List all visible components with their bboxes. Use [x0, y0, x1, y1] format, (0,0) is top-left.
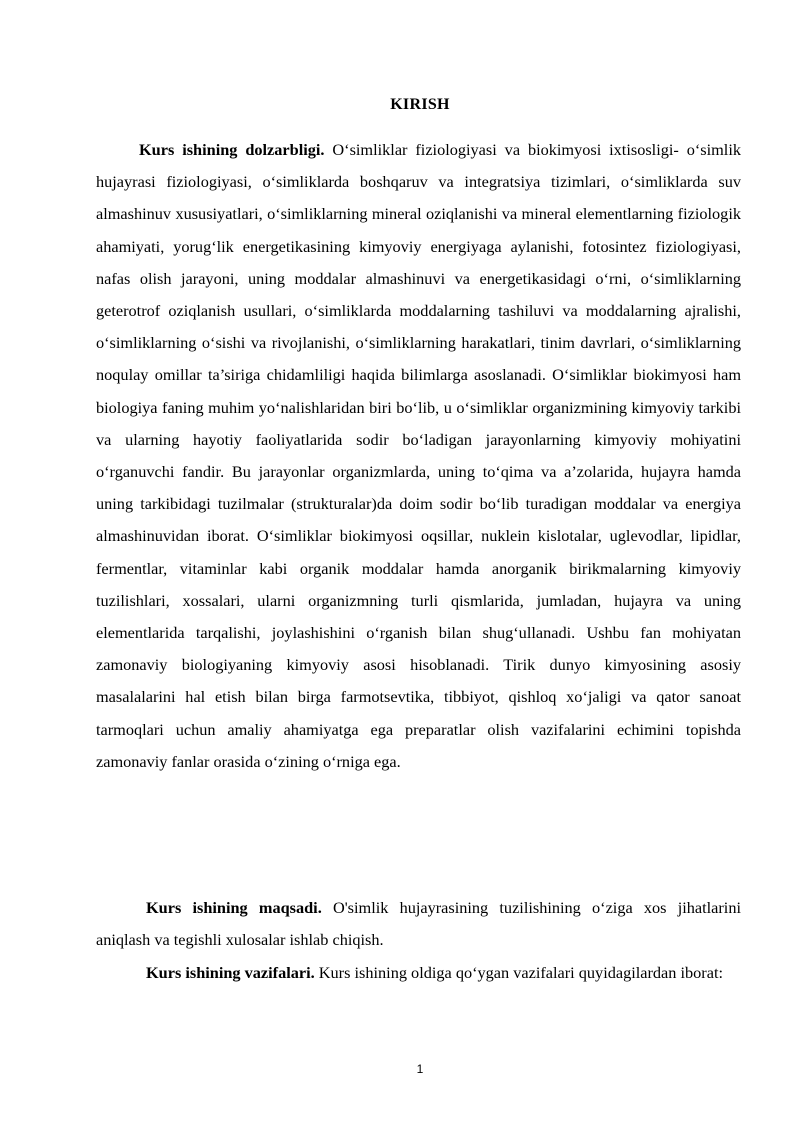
- paragraph-relevance: [96, 134, 741, 778]
- paragraph-lead: Kurs ishining maqsadi.: [146, 898, 322, 917]
- paragraph-lead: Kurs ishining dolzarbligi.: [139, 140, 325, 159]
- paragraph-text: O'simlik hujayrasining tuzilishining o‘ziga xos jihatlarini aniqlash va tegishli xulosalar ishlab chiqish.: [96, 898, 741, 950]
- paragraph-tasks: [96, 957, 741, 989]
- paragraph-lead: Kurs ishining vazifalari.: [146, 963, 315, 982]
- paragraph-text: O‘simliklar fiziologiyasi va biokimyosi ixtisosligi- o‘simlik hujayrasi fiziologiyasi, o‘simliklarda boshqaruv va integratsiya tizimlari, o‘simliklarda suv almashinuv xususiyatlari, o‘simliklarning mineral oziqlanishi va mineral elementlarning fiziologik ahamiyati, yorug‘lik energetikasining kimyoviy energiyaga aylanishi, fotosintez fiziologiyasi, nafas olish jarayoni, uning moddalar almashinuvi va energetikasidagi o‘rni, o‘simliklarning geterotrof oziqlanish usullari, o‘simliklarda moddalarning tashiluvi va moddalarning ajralishi, o‘simliklarning o‘sishi va rivojlanishi, o‘simliklarning harakatlari, tinim davrlari, o‘simliklarning noqulay omillar ta’siriga chidamliligi haqida bilimlarga asoslanadi. O‘simliklar biokimyosi ham biologiya faning muhim yo‘nalishlaridan biri bo‘lib, u o‘simliklar organizmining kimyoviy tarkibi va ularning hayotiy faoliyatlarida sodir bo‘ladigan jarayonlarning kimyoviy mohiyatini o‘rganuvchi fandir. Bu jarayonlar organizmlarda, uning to‘qima va a’zolarida, hujayra hamda uning tarkibidagi tuzilmalar (strukturalar)da doim sodir bo‘lib turadigan moddalar va energiya almashinuvidan iborat. O‘simliklar biokimyosi oqsillar, nuklein kislotalar, uglevodlar, lipidlar, fermentlar, vitaminlar kabi organik moddalar hamda anorganik birikmalarning kimyoviy tuzilishlari, xossalari, ularni organizmning turli qismlarida, jumladan, hujayra va uning elementlarida tarqalishi, joylashishini o‘rganish bilan shug‘ullanadi. Ushbu fan mohiyatan zamonaviy biologiyaning kimyoviy asosi hisoblanadi. Tirik dunyo kimyosining asosiy masalalarini hal etish bilan birga farmotsevtika, tibbiyot, qishloq xo‘jaligi va qator sanoat tarmoqlari uchun amaliy ahamiyatga ega preparatlar olish vazifalarini echimini topishda zamonaviy fanlar orasida o‘zining o‘rniga ega.: [96, 140, 741, 771]
- paragraph-goal: [96, 892, 741, 956]
- page-number: 1: [416, 1062, 424, 1076]
- page-title: KIRISH: [390, 96, 450, 113]
- paragraph-text: Kurs ishining oldiga qo‘ygan vazifalari quyidagilardan iborat:: [314, 963, 723, 982]
